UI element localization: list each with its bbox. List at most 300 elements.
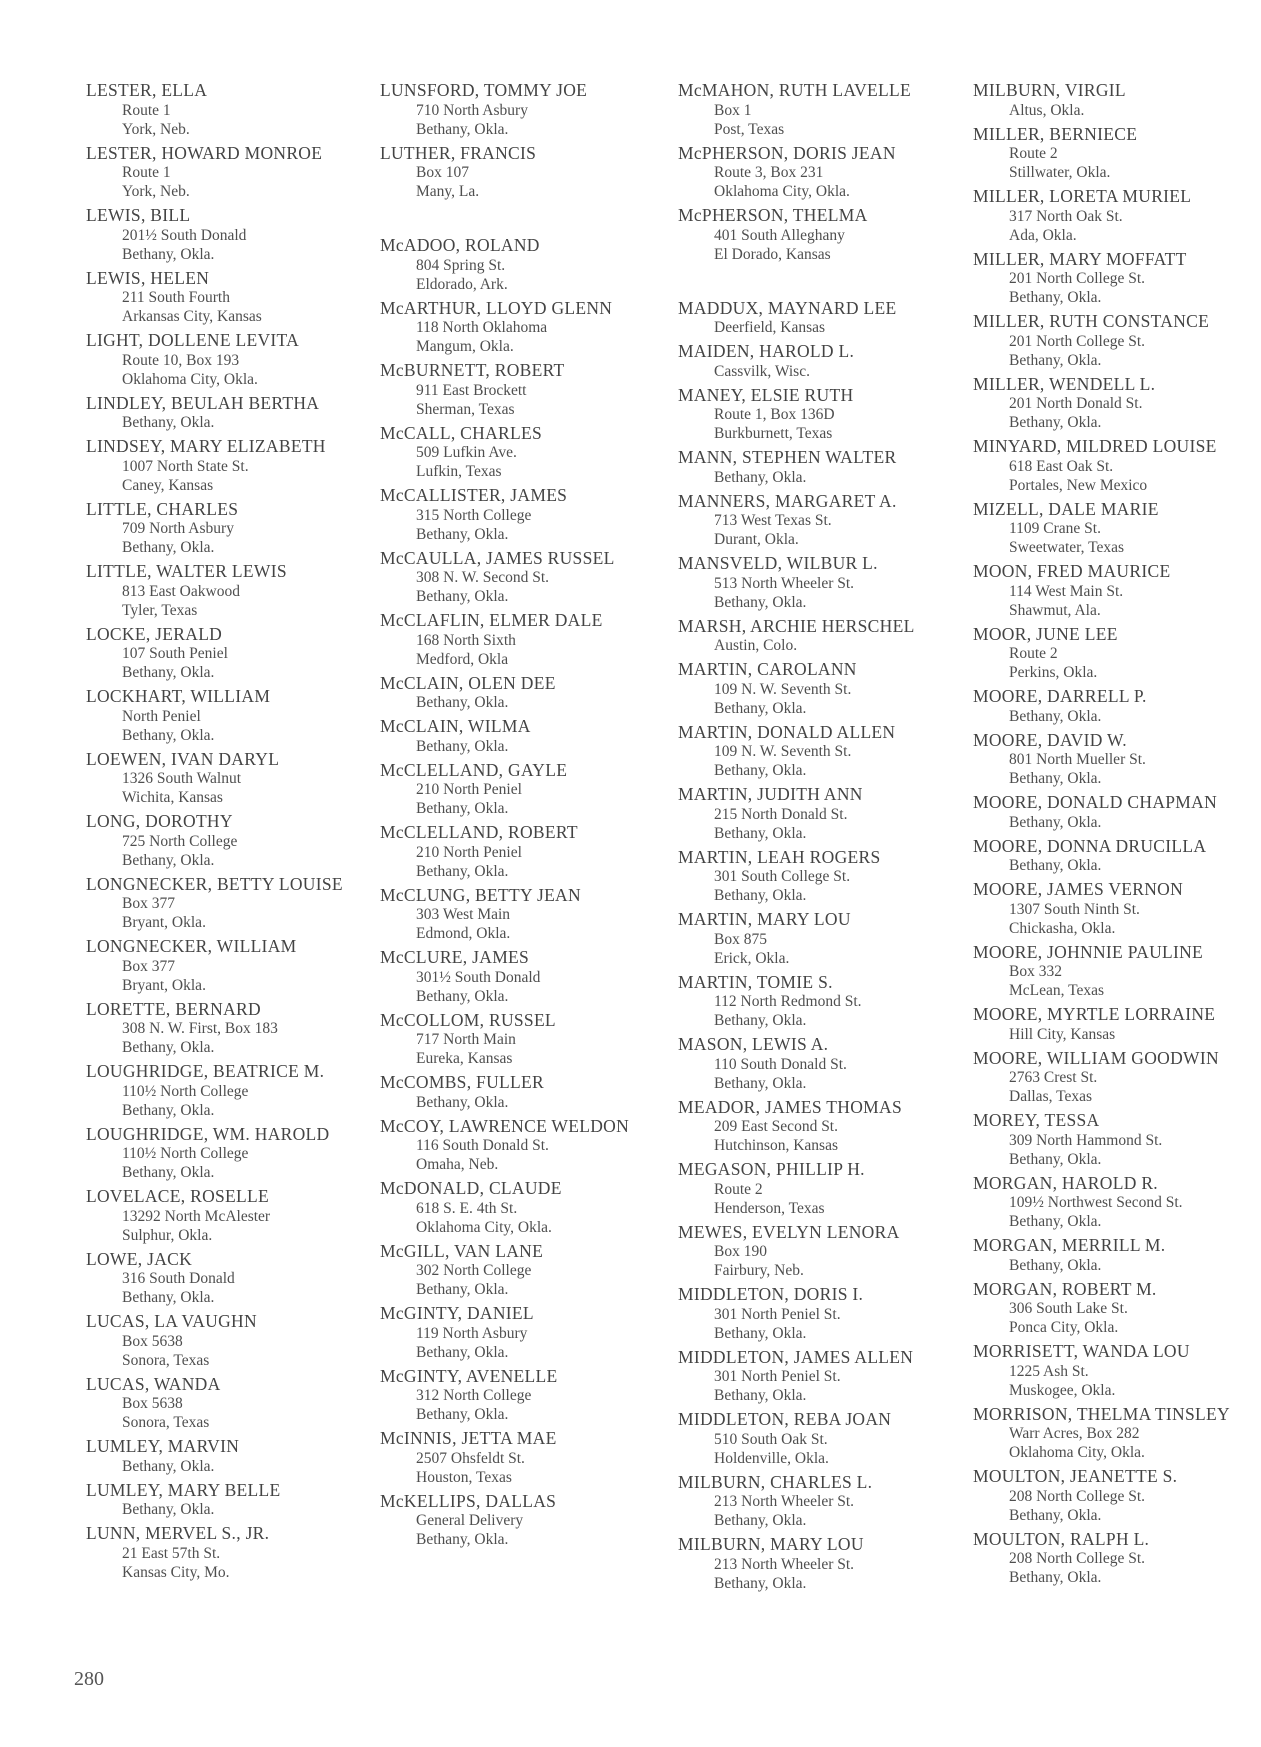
entry-address-line: Bethany, Okla.: [122, 1039, 215, 1056]
directory-entry: [973, 1173, 1261, 1232]
entry-name: LOCKE, JERALD: [86, 623, 223, 644]
entry-address-line: 110 South Donald St.: [714, 1055, 847, 1073]
directory-entry: [678, 298, 968, 338]
entry-address-line: Bethany, Okla.: [714, 824, 807, 842]
entry-address-line: Bethany, Okla.: [714, 1387, 807, 1404]
entry-name: McARTHUR, LLOYD GLENN: [380, 297, 613, 318]
entry-name: MIZELL, DALE MARIE: [973, 498, 1159, 519]
entry-address-line: Oklahoma City, Okla.: [1009, 1444, 1145, 1461]
entry-address-line: Houston, Texas: [416, 1468, 512, 1486]
entry-address-line: 510 South Oak St.: [714, 1430, 828, 1448]
entry-address-line: Bethany, Okla.: [416, 1281, 509, 1298]
entry-address-line: Bethany, Okla.: [1009, 707, 1102, 725]
entry-name: LUCAS, WANDA: [86, 1373, 221, 1394]
entry-name: MOULTON, JEANETTE S.: [973, 1466, 1178, 1486]
directory-entry: [973, 436, 1261, 495]
entry-address-line: 213 North Wheeler St.: [714, 1493, 855, 1510]
entry-address-line: 110½ North College: [122, 1082, 249, 1100]
entry-address-line: 709 North Asbury: [122, 520, 234, 537]
entry-name: MILLER, BERNIECE: [973, 123, 1138, 144]
entry-address-line: Bethany, Okla.: [122, 245, 215, 263]
entry-address-line: Altus, Okla.: [1009, 101, 1085, 119]
directory-entry: [86, 686, 366, 745]
entry-address-line: 801 North Mueller St.: [1009, 751, 1146, 768]
directory-entry: [86, 1436, 366, 1476]
entry-address-line: Bethany, Okla.: [1009, 1213, 1102, 1230]
directory-entry: [380, 673, 670, 713]
entry-name: LOEWEN, IVAN DARYL: [86, 748, 280, 769]
directory-entry: [86, 80, 366, 139]
directory-entry: [678, 1159, 968, 1218]
directory-entry: [678, 722, 968, 781]
entry-address-line: 316 South Donald: [122, 1270, 235, 1287]
entry-name: LUCAS, LA VAUGHN: [86, 1311, 257, 1331]
entry-address-line: Bethany, Okla.: [122, 414, 215, 431]
entry-name: LOUGHRIDGE, WM. HAROLD: [86, 1123, 330, 1144]
entry-address-line: 1326 South Walnut: [122, 770, 242, 787]
entry-address-line: 201 North College St.: [1009, 332, 1146, 350]
entry-address-line: Ada, Okla.: [1009, 226, 1077, 244]
entry-address-line: Portales, New Mexico: [1009, 476, 1148, 494]
entry-name: MILLER, RUTH CONSTANCE: [973, 311, 1210, 331]
entry-address-line: Bethany, Okla.: [1009, 1150, 1102, 1168]
entry-address-line: 713 West Texas St.: [714, 512, 832, 529]
entry-address-line: General Delivery: [416, 1512, 524, 1529]
directory-entry: [380, 80, 670, 139]
entry-name: MOORE, DONALD CHAPMAN: [973, 792, 1218, 812]
directory-entry: [973, 1048, 1261, 1107]
directory-entry: [380, 1491, 670, 1550]
entry-address-line: McLean, Texas: [1009, 982, 1105, 999]
entry-name: McCLAIN, OLEN DEE: [380, 672, 556, 693]
entry-name: MASON, LEWIS A.: [678, 1034, 829, 1054]
entry-name: LINDSEY, MARY ELIZABETH: [86, 436, 326, 456]
entry-address-line: Bethany, Okla.: [416, 862, 509, 880]
entry-address-line: Bethany, Okla.: [714, 1324, 807, 1342]
entry-address-line: Shawmut, Ala.: [1009, 601, 1101, 619]
entry-address-line: Warr Acres, Box 282: [1009, 1425, 1140, 1442]
entry-address-line: Sonora, Texas: [122, 1351, 210, 1369]
directory-entry: [678, 447, 968, 487]
entry-name: MORGAN, HAROLD R.: [973, 1172, 1158, 1193]
directory-entry: [86, 393, 366, 433]
entry-name: McCLUNG, BETTY JEAN: [380, 884, 581, 905]
entry-address-line: 315 North College: [416, 506, 532, 524]
directory-entry: [973, 730, 1261, 789]
entry-address-line: 210 North Peniel: [416, 781, 522, 798]
entry-address-line: Box 875: [714, 930, 767, 948]
entry-address-line: 201 North Donald St.: [1009, 395, 1143, 412]
entry-name: MANSVELD, WILBUR L.: [678, 553, 878, 573]
entry-address-line: 107 South Peniel: [122, 645, 228, 662]
entry-name: MINYARD, MILDRED LOUISE: [973, 436, 1217, 456]
entry-name: McCLELLAND, GAYLE: [380, 759, 568, 780]
entry-address-line: York, Neb.: [122, 120, 190, 138]
entry-address-line: Cassvilk, Wisc.: [714, 362, 810, 380]
entry-address-line: 2507 Ohsfeldt St.: [416, 1449, 525, 1467]
directory-entry: [86, 936, 366, 995]
entry-address-line: Dallas, Texas: [1009, 1088, 1092, 1105]
entry-address-line: Bethany, Okla.: [714, 1074, 807, 1092]
entry-address-line: Muskogee, Okla.: [1009, 1381, 1116, 1399]
entry-address-line: Route 2: [714, 1180, 763, 1198]
entry-address-line: Bethany, Okla.: [714, 1012, 807, 1029]
entry-address-line: 1007 North State St.: [122, 457, 249, 475]
entry-address-line: 210 North Peniel: [416, 843, 522, 861]
entry-address-line: Edmond, Okla.: [416, 925, 511, 942]
entry-address-line: 114 West Main St.: [1009, 582, 1124, 600]
entry-address-line: 209 East Second St.: [714, 1118, 838, 1135]
entry-address-line: Bethany, Okla.: [122, 1164, 215, 1181]
entry-name: LINDLEY, BEULAH BERTHA: [86, 392, 320, 413]
directory-entry: [973, 1341, 1261, 1400]
directory-entry: [973, 249, 1261, 308]
entry-name: McCOY, LAWRENCE WELDON: [380, 1115, 630, 1136]
entry-name: LOWE, JACK: [86, 1248, 193, 1269]
directory-entry: [973, 80, 1261, 120]
directory-entry: [973, 1466, 1261, 1525]
entry-name: McCOLLOM, RUSSEL: [380, 1009, 556, 1030]
entry-address-line: 116 South Donald St.: [416, 1137, 549, 1154]
entry-name: MILLER, WENDELL L.: [973, 373, 1156, 394]
directory-entry: [973, 879, 1261, 938]
entry-name: MARTIN, DONALD ALLEN: [678, 721, 896, 742]
entry-address-line: Bethany, Okla.: [714, 1512, 807, 1529]
entry-address-line: 13292 North McAlester: [122, 1207, 271, 1225]
entry-address-line: Bethany, Okla.: [1009, 1256, 1102, 1274]
entry-name: McPHERSON, DORIS JEAN: [678, 142, 896, 163]
directory-entry: [380, 1010, 670, 1069]
entry-address-line: 312 North College: [416, 1387, 532, 1404]
directory-entry: [380, 485, 670, 544]
entry-address-line: 317 North Oak St.: [1009, 207, 1123, 225]
entry-address-line: Bethany, Okla.: [416, 1406, 509, 1423]
entry-name: MILLER, MARY MOFFATT: [973, 248, 1187, 269]
directory-entry: [86, 999, 366, 1058]
entry-name: MOORE, DONNA DRUCILLA: [973, 835, 1207, 856]
directory-entry: [678, 847, 968, 906]
entry-name: MIDDLETON, DORIS I.: [678, 1284, 864, 1304]
entry-name: MANNERS, MARGARET A.: [678, 490, 897, 511]
entry-address-line: Bethany, Okla.: [122, 851, 215, 869]
directory-entry: [973, 1110, 1261, 1169]
directory-entry: [678, 909, 968, 968]
entry-address-line: Kansas City, Mo.: [122, 1563, 230, 1581]
directory-entry: [380, 1072, 670, 1112]
entry-address-line: Mangum, Okla.: [416, 338, 514, 355]
entry-name: McINNIS, JETTA MAE: [380, 1428, 557, 1448]
entry-address-line: Bryant, Okla.: [122, 976, 206, 994]
entry-address-line: Route 2: [1009, 645, 1058, 662]
directory-entry: [678, 80, 968, 139]
entry-address-line: Bethany, Okla.: [122, 1457, 215, 1475]
directory-entry: [973, 1279, 1261, 1338]
entry-name: LESTER, HOWARD MONROE: [86, 142, 323, 163]
entry-name: LOVELACE, ROSELLE: [86, 1186, 269, 1206]
entry-address-line: Box 332: [1009, 963, 1062, 980]
entry-address-line: 201½ South Donald: [122, 226, 247, 244]
entry-name: MIDDLETON, JAMES ALLEN: [678, 1346, 914, 1367]
directory-entry: [380, 1241, 670, 1300]
entry-name: MEWES, EVELYN LENORA: [678, 1221, 900, 1242]
entry-address-line: Bethany, Okla.: [122, 1501, 215, 1518]
entry-address-line: 911 East Brockett: [416, 381, 527, 399]
entry-name: MOORE, JAMES VERNON: [973, 879, 1184, 899]
entry-address-line: Box 377: [122, 895, 175, 912]
entry-address-line: Tyler, Texas: [122, 601, 198, 619]
entry-address-line: Route 3, Box 231: [714, 164, 824, 181]
entry-address-line: Bethany, Okla.: [1009, 857, 1102, 874]
entry-name: LONGNECKER, BETTY LOUISE: [86, 873, 343, 894]
entry-address-line: Bethany, Okla.: [1009, 1506, 1102, 1524]
entry-name: MOULTON, RALPH L.: [973, 1528, 1150, 1549]
directory-column-1: [86, 80, 366, 1586]
entry-name: MILBURN, MARY LOU: [678, 1534, 864, 1554]
directory-column-3: [678, 80, 968, 1597]
directory-entry: [678, 1222, 968, 1281]
entry-address-line: Box 190: [714, 1243, 767, 1260]
entry-address-line: Caney, Kansas: [122, 476, 214, 494]
directory-entry: [86, 1061, 366, 1120]
entry-address-line: Austin, Colo.: [714, 637, 798, 654]
entry-name: MORGAN, ROBERT M.: [973, 1278, 1157, 1299]
entry-name: MOORE, MYRTLE LORRAINE: [973, 1004, 1216, 1024]
directory-entry: [678, 1284, 968, 1343]
entry-name: MILBURN, VIRGIL: [973, 80, 1126, 100]
entry-address-line: Bethany, Okla.: [1009, 289, 1102, 306]
entry-name: MOORE, WILLIAM GOODWIN: [973, 1047, 1219, 1068]
entry-name: MOOR, JUNE LEE: [973, 623, 1118, 644]
directory-entry: [380, 947, 670, 1006]
entry-address-line: Stillwater, Okla.: [1009, 164, 1111, 181]
entry-address-line: 301 North Peniel St.: [714, 1368, 841, 1385]
directory-entry: [973, 1404, 1261, 1463]
directory-entry: [380, 1428, 670, 1487]
entry-name: MARTIN, MARY LOU: [678, 909, 851, 929]
entry-address-line: Henderson, Texas: [714, 1199, 825, 1217]
directory-entry: [678, 784, 968, 843]
directory-column-2: [380, 80, 670, 1553]
entry-address-line: 1109 Crane St.: [1009, 520, 1101, 537]
directory-entry: [380, 716, 670, 756]
entry-address-line: Sonora, Texas: [122, 1414, 210, 1431]
entry-name: MADDUX, MAYNARD LEE: [678, 297, 897, 318]
directory-entry: [380, 1116, 670, 1175]
directory-entry: [86, 205, 366, 264]
entry-name: LOCKHART, WILLIAM: [86, 686, 271, 706]
directory-entry: [973, 836, 1261, 876]
entry-name: MAIDEN, HAROLD L.: [678, 341, 855, 361]
entry-address-line: Arkansas City, Kansas: [122, 308, 262, 325]
entry-address-line: 513 North Wheeler St.: [714, 574, 855, 592]
entry-address-line: 109 N. W. Seventh St.: [714, 743, 852, 760]
entry-address-line: 118 North Oklahoma: [416, 319, 548, 336]
entry-name: McCALL, CHARLES: [380, 422, 542, 443]
entry-name: MARTIN, TOMIE S.: [678, 971, 833, 992]
entry-address-line: Route 1: [122, 101, 171, 119]
entry-address-line: 208 North College St.: [1009, 1550, 1146, 1567]
entry-address-line: 306 South Lake St.: [1009, 1300, 1128, 1317]
entry-name: LOUGHRIDGE, BEATRICE M.: [86, 1061, 325, 1081]
directory-entry: [973, 374, 1261, 433]
entry-name: LITTLE, WALTER LEWIS: [86, 561, 287, 581]
entry-address-line: Bethany, Okla.: [416, 525, 509, 543]
directory-entry: [973, 1235, 1261, 1275]
entry-address-line: 215 North Donald St.: [714, 805, 848, 823]
entry-address-line: Perkins, Okla.: [1009, 664, 1098, 681]
entry-name: MORGAN, MERRILL M.: [973, 1235, 1166, 1255]
directory-entry: [678, 1097, 968, 1156]
directory-entry: [380, 1366, 670, 1425]
directory-entry: [380, 423, 670, 482]
entry-address-line: 401 South Alleghany: [714, 226, 845, 244]
entry-address-line: 168 North Sixth: [416, 631, 516, 649]
directory-entry: [86, 1480, 366, 1520]
entry-name: McGINTY, DANIEL: [380, 1303, 534, 1323]
entry-address-line: Bethany, Okla.: [1009, 351, 1102, 369]
entry-address-line: 110½ North College: [122, 1145, 249, 1162]
entry-address-line: Bethany, Okla.: [416, 800, 509, 817]
entry-address-line: 109½ Northwest Second St.: [1009, 1194, 1183, 1211]
entry-address-line: 309 North Hammond St.: [1009, 1131, 1163, 1149]
entry-name: MARTIN, CAROLANN: [678, 659, 857, 679]
entry-address-line: North Peniel: [122, 707, 201, 725]
entry-address-line: 1307 South Ninth St.: [1009, 900, 1140, 918]
directory-entry: [678, 553, 968, 612]
directory-entry: [380, 548, 670, 607]
entry-name: MARTIN, JUDITH ANN: [678, 784, 863, 804]
entry-address-line: Post, Texas: [714, 120, 785, 138]
entry-address-line: Eureka, Kansas: [416, 1050, 513, 1067]
entry-name: MANN, STEPHEN WALTER: [678, 447, 897, 467]
entry-name: McCLURE, JAMES: [380, 947, 530, 967]
entry-address-line: Ponca City, Okla.: [1009, 1319, 1119, 1336]
entry-name: McPHERSON, THELMA: [678, 205, 868, 225]
entry-name: MILBURN, CHARLES L.: [678, 1471, 873, 1492]
entry-address-line: 119 North Asbury: [416, 1324, 528, 1342]
entry-name: McCLAFLIN, ELMER DALE: [380, 610, 603, 630]
entry-name: McCOMBS, FULLER: [380, 1072, 544, 1092]
entry-address-line: Fairbury, Neb.: [714, 1262, 804, 1279]
directory-entry: [973, 792, 1261, 832]
entry-address-line: Oklahoma City, Okla.: [416, 1218, 552, 1236]
entry-address-line: Route 1: [122, 164, 171, 181]
entry-address-line: Eldorado, Ark.: [416, 275, 508, 293]
entry-name: LONG, DOROTHY: [86, 811, 233, 831]
entry-address-line: 308 N. W. Second St.: [416, 569, 550, 586]
entry-address-line: 725 North College: [122, 832, 238, 850]
directory-entry: [380, 822, 670, 881]
entry-address-line: Bethany, Okla.: [714, 1574, 807, 1592]
entry-address-line: Oklahoma City, Okla.: [122, 370, 258, 388]
entry-address-line: Bethany, Okla.: [416, 737, 509, 755]
directory-entry: [973, 1004, 1261, 1044]
directory-entry: [86, 268, 366, 327]
directory-entry: [678, 341, 968, 381]
directory-entry: [678, 1409, 968, 1468]
entry-name: McADOO, ROLAND: [380, 235, 540, 255]
entry-address-line: Bethany, Okla.: [122, 1289, 215, 1306]
entry-address-line: Bethany, Okla.: [122, 726, 215, 744]
directory-entry: [86, 624, 366, 683]
directory-entry: [678, 143, 968, 202]
entry-name: MOON, FRED MAURICE: [973, 561, 1171, 581]
directory-entry: [678, 1472, 968, 1531]
entry-address-line: 301½ South Donald: [416, 968, 541, 986]
directory-entry: [973, 311, 1261, 370]
directory-entry: [973, 624, 1261, 683]
entry-name: McCAULLA, JAMES RUSSEL: [380, 547, 615, 568]
entry-address-line: Bethany, Okla.: [1009, 813, 1102, 831]
entry-address-line: Box 1: [714, 101, 752, 119]
directory-entry: [380, 235, 670, 294]
directory-entry: [973, 124, 1261, 183]
entry-address-line: Burkburnett, Texas: [714, 425, 833, 442]
directory-entry: [678, 205, 968, 264]
entry-name: McGINTY, AVENELLE: [380, 1365, 558, 1386]
entry-name: McCLAIN, WILMA: [380, 716, 531, 736]
entry-address-line: 509 Lufkin Ave.: [416, 444, 517, 461]
directory-entry: [380, 360, 670, 419]
entry-address-line: 301 North Peniel St.: [714, 1305, 841, 1323]
directory-entry: [86, 874, 366, 933]
entry-address-line: Durant, Okla.: [714, 531, 799, 548]
entry-address-line: Chickasha, Okla.: [1009, 919, 1116, 937]
entry-address-line: Medford, Okla: [416, 650, 509, 668]
directory-entry: [380, 760, 670, 819]
directory-entry: [380, 1178, 670, 1237]
entry-address-line: Bethany, Okla.: [122, 664, 215, 681]
entry-name: LEWIS, BILL: [86, 205, 191, 225]
entry-address-line: Bethany, Okla.: [416, 694, 509, 711]
directory-entry: [86, 749, 366, 808]
directory-entry: [973, 686, 1261, 726]
entry-address-line: Bethany, Okla.: [122, 539, 215, 556]
entry-address-line: Bethany, Okla.: [714, 593, 807, 611]
directory-entry: [973, 561, 1261, 620]
entry-address-line: Omaha, Neb.: [416, 1156, 499, 1173]
entry-address-line: 301 South College St.: [714, 868, 851, 885]
entry-address-line: 618 East Oak St.: [1009, 457, 1114, 475]
entry-name: LUNN, MERVEL S., JR.: [86, 1523, 270, 1543]
entry-address-line: Bethany, Okla.: [714, 887, 807, 904]
directory-entry: [86, 811, 366, 870]
entry-address-line: Bethany, Okla.: [122, 1101, 215, 1119]
entry-name: LUMLEY, MARVIN: [86, 1436, 240, 1456]
entry-address-line: El Dorado, Kansas: [714, 245, 831, 263]
entry-name: LESTER, ELLA: [86, 80, 208, 100]
entry-name: MARTIN, LEAH ROGERS: [678, 846, 881, 867]
directory-entry: [86, 436, 366, 495]
entry-address-line: 717 North Main: [416, 1031, 516, 1048]
entry-address-line: Route 2: [1009, 145, 1058, 162]
entry-name: MORRISON, THELMA TINSLEY: [973, 1403, 1230, 1424]
entry-address-line: Bethany, Okla.: [416, 987, 509, 1005]
entry-name: LITTLE, CHARLES: [86, 498, 239, 519]
entry-address-line: Bethany, Okla.: [1009, 414, 1102, 431]
entry-address-line: 813 East Oakwood: [122, 582, 240, 600]
entry-address-line: Bethany, Okla.: [714, 468, 807, 486]
directory-entry: [678, 1534, 968, 1593]
directory-entry: [86, 1186, 366, 1245]
entry-address-line: Lufkin, Texas: [416, 463, 502, 480]
entry-name: MORRISETT, WANDA LOU: [973, 1341, 1190, 1361]
directory-entry: [86, 499, 366, 558]
entry-address-line: Sweetwater, Texas: [1009, 539, 1125, 556]
entry-address-line: Box 377: [122, 957, 175, 975]
directory-entry: [973, 942, 1261, 1001]
entry-address-line: 201 North College St.: [1009, 270, 1146, 287]
